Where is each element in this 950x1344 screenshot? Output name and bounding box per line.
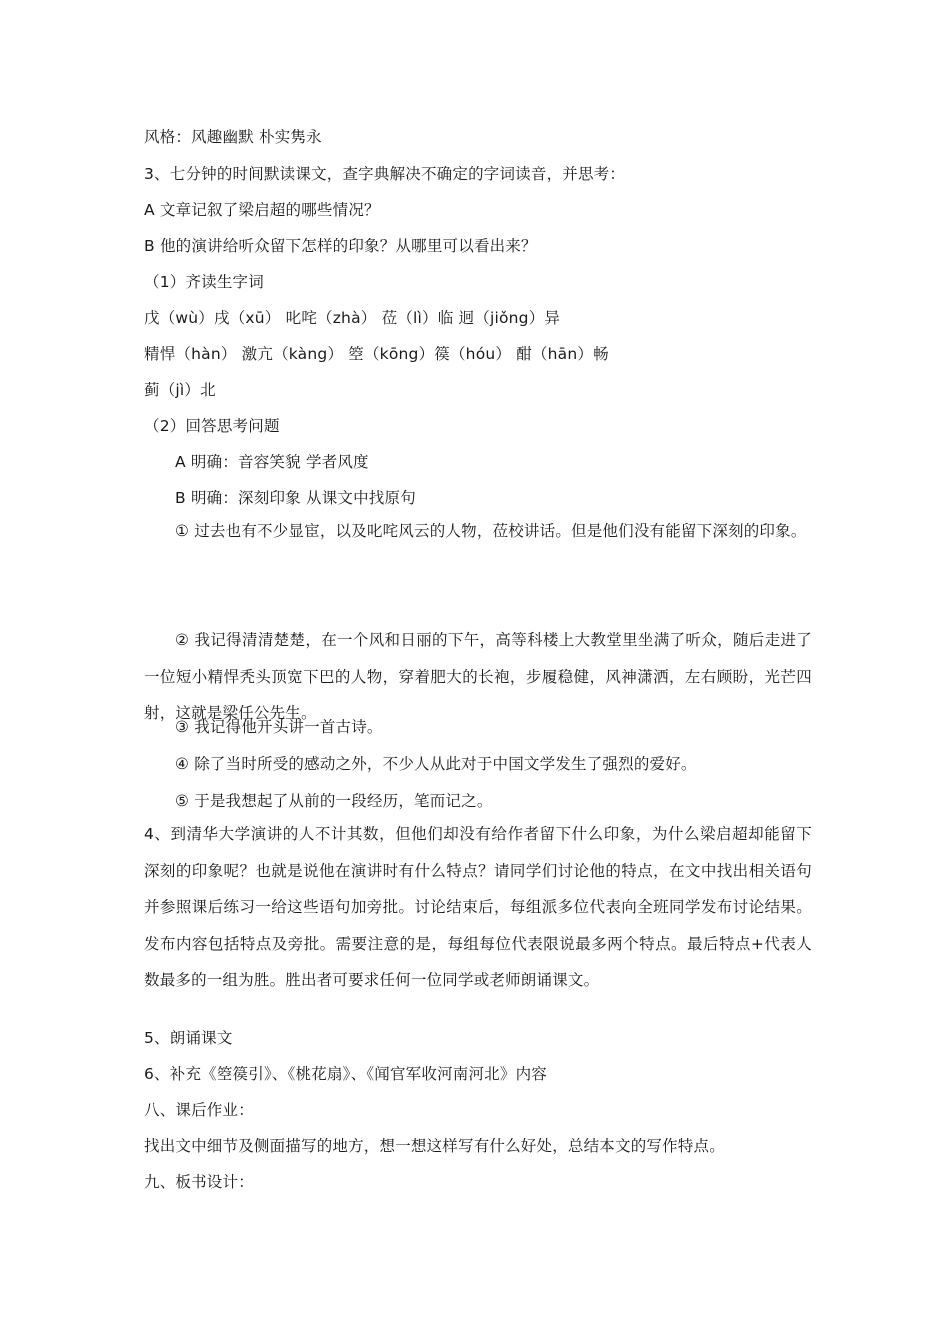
quote-line-4: ④ 除了当时所受的感动之外，不少人从此对于中国文学发生了强烈的爱好。 (175, 755, 697, 773)
subtask-1-heading: （1）齐读生字词 (144, 273, 264, 291)
quote-line-5: ⑤ 于是我想起了从前的一段经历，笔而记之。 (175, 792, 493, 810)
style-line: 风格：风趣幽默 朴实隽永 (144, 128, 322, 146)
subtask-2-heading: （2）回答思考问题 (144, 417, 280, 435)
task-6-line: 6、补充《箜篌引》、《桃花扇》、《闻官军收河南河北》内容 (144, 1065, 547, 1083)
task-4-paragraph: 4、到清华大学演讲的人不计其数，但他们却没有给作者留下什么印象，为什么梁启超却能留下深刻的印象呢？也就是说他在演讲时有什么特点？请同学们讨论他的特点，在文中找出相关语句并参照课后练习一给这些语句加旁批。讨论结束后，每组派多位代表向全班同学发布讨论结果。发布内容包括特点及旁批。需要注意的是，每组每位代表限说最多两个特点。最后特点+代表人数最多的一组为胜。胜出者可要求任何一位同学或老师朗诵课文。 (144, 825, 812, 989)
vocab-line-2: 精悍（hàn） 激亢（kàng） 箜（kōng）篌（hóu） 酣（hān）畅 (144, 345, 609, 363)
question-a: A 文章记叙了梁启超的哪些情况？ (144, 201, 380, 219)
quote-line-3: ③ 我记得他开头讲一首古诗。 (175, 718, 383, 736)
vocab-line-3: 蓟（jì）北 (144, 381, 216, 399)
quote-paragraph-2: ② 我记得清清楚楚，在一个风和日丽的下午，高等科楼上大教堂里坐满了听众，随后走进了一位短小精悍秃头顶宽下巴的人物，穿着肥大的长袍，步履稳健，风神潇洒，左右顾盼，光芒四射，这就是梁任公先生。 (144, 631, 812, 722)
question-b: B 他的演讲给听众留下怎样的印象？从哪里可以看出来？ (144, 237, 537, 255)
answer-b: B 明确：深刻印象 从课文中找原句 (175, 489, 416, 507)
homework-text: 找出文中细节及侧面描写的地方，想一想这样写有什么好处，总结本文的写作特点。 (144, 1137, 725, 1155)
vocab-line-1: 戊（wù）戌（xū） 叱咤（zhà） 莅（lì）临 迥（jiǒng）异 (144, 309, 561, 327)
task-5-line: 5、朗诵课文 (144, 1029, 233, 1047)
homework-heading: 八、课后作业： (144, 1101, 254, 1119)
quote-paragraph-1: ① 过去也有不少显宦，以及叱咤风云的人物，莅校讲话。但是他们没有能留下深刻的印象。 (175, 522, 807, 540)
answer-a: A 明确：音容笑貌 学者风度 (175, 453, 369, 471)
task-3-heading: 3、七分钟的时间默读课文，查字典解决不确定的字词读音，并思考： (144, 165, 626, 183)
board-design-heading: 九、板书设计： (144, 1173, 254, 1191)
